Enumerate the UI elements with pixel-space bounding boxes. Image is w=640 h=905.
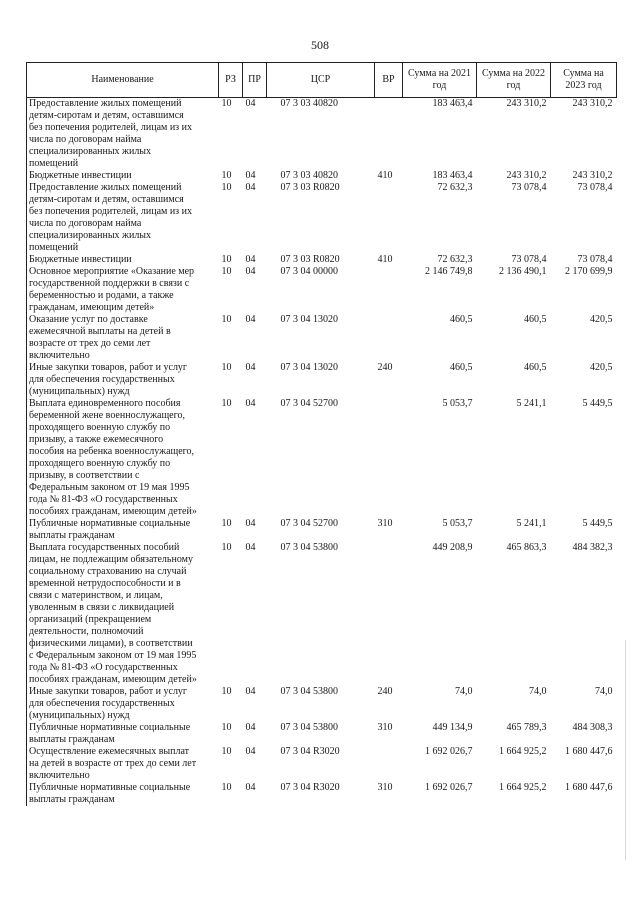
table-row bbox=[27, 182, 617, 254]
row-name-line: Бюджетные инвестиции bbox=[29, 254, 132, 265]
row-vr bbox=[375, 314, 403, 362]
row-csr: 07 3 04 R3020 bbox=[280, 746, 340, 757]
row-sum-2021: 449 208,9 bbox=[432, 542, 473, 553]
header-rz: РЗ bbox=[219, 63, 243, 98]
header-sum-2021: Сумма на 2021 год bbox=[403, 63, 477, 98]
table-row bbox=[27, 362, 617, 398]
row-sum-2021: 72 632,3 bbox=[437, 254, 473, 265]
row-sum-2022: 243 310,2 bbox=[506, 170, 547, 181]
row-rz: 10 bbox=[221, 398, 232, 409]
row-rz: 10 bbox=[221, 746, 232, 757]
row-name bbox=[27, 254, 219, 266]
row-vr bbox=[375, 746, 403, 782]
row-rz: 10 bbox=[221, 542, 232, 553]
row-vr: 240 bbox=[377, 686, 393, 697]
row-name-line: года № 81-ФЗ «О государственных bbox=[29, 662, 178, 673]
row-rz: 10 bbox=[221, 362, 232, 373]
budget-table bbox=[26, 62, 617, 806]
row-sum-2022: 460,5 bbox=[524, 362, 547, 373]
row-pr: 04 bbox=[245, 398, 256, 409]
row-sum-2021: 449 134,9 bbox=[432, 722, 473, 733]
row-name-line: государственной поддержки в связи с bbox=[29, 278, 190, 289]
row-csr: 07 3 04 52700 bbox=[280, 398, 338, 409]
table-row bbox=[27, 398, 617, 518]
row-name-line: (муниципальных) нужд bbox=[29, 386, 130, 397]
row-name-line: включительно bbox=[29, 350, 90, 361]
row-name bbox=[27, 722, 219, 746]
row-name bbox=[27, 686, 219, 722]
row-name bbox=[27, 98, 219, 171]
row-vr bbox=[375, 266, 403, 314]
row-sum-2021: 5 053,7 bbox=[442, 398, 473, 409]
row-name bbox=[27, 782, 219, 806]
table-row bbox=[27, 314, 617, 362]
row-name bbox=[27, 182, 219, 254]
row-name-line: Публичные нормативные социальные bbox=[29, 782, 191, 793]
row-name-line: Основное мероприятие «Оказание мер bbox=[29, 266, 195, 277]
row-sum-2023: 484 308,3 bbox=[572, 722, 613, 733]
table-row bbox=[27, 266, 617, 314]
header-csr: ЦСР bbox=[267, 63, 375, 98]
row-rz: 10 bbox=[221, 722, 232, 733]
row-sum-2023: 73 078,4 bbox=[577, 254, 613, 265]
row-csr: 07 3 04 R3020 bbox=[280, 782, 340, 793]
row-name-line: выплаты гражданам bbox=[29, 530, 115, 541]
row-name bbox=[27, 266, 219, 314]
row-vr bbox=[375, 182, 403, 254]
row-name-line: Публичные нормативные социальные bbox=[29, 518, 191, 529]
row-name-line: связи с материнством, и лицам, bbox=[29, 590, 163, 601]
header-sum-2023: Сумма на 2023 год bbox=[551, 63, 617, 98]
row-sum-2021: 1 692 026,7 bbox=[425, 782, 473, 793]
row-name-line: Предоставление жилых помещений bbox=[29, 98, 182, 109]
row-rz: 10 bbox=[221, 518, 232, 529]
header-name: Наименование bbox=[27, 63, 219, 98]
row-name-line: призыву, в соответствии с bbox=[29, 470, 140, 481]
row-name-line: пособиях гражданам, имеющим детей» bbox=[29, 674, 197, 685]
row-name-line: социальному страхованию на случай bbox=[29, 566, 187, 577]
row-name-line: выплаты гражданам bbox=[29, 794, 115, 805]
row-name-line: помещений bbox=[29, 158, 79, 169]
row-vr: 240 bbox=[377, 362, 393, 373]
table-row bbox=[27, 722, 617, 746]
row-name-line: выплаты гражданам bbox=[29, 734, 115, 745]
row-name-line: Выплата государственных пособий bbox=[29, 542, 180, 553]
row-name bbox=[27, 170, 219, 182]
row-pr: 04 bbox=[245, 722, 256, 733]
row-sum-2022: 460,5 bbox=[524, 314, 547, 325]
row-sum-2021: 183 463,4 bbox=[432, 98, 473, 109]
row-name-line: (муниципальных) нужд bbox=[29, 710, 130, 721]
row-name-line: беременной жене военнослужащего, bbox=[29, 410, 185, 421]
row-csr: 07 3 04 13020 bbox=[280, 362, 338, 373]
row-sum-2023: 1 680 447,6 bbox=[565, 746, 613, 757]
row-sum-2022: 73 078,4 bbox=[511, 254, 547, 265]
table-header-row bbox=[27, 63, 617, 98]
row-sum-2022: 5 241,1 bbox=[516, 398, 547, 409]
row-sum-2021: 460,5 bbox=[450, 314, 473, 325]
row-sum-2021: 1 692 026,7 bbox=[425, 746, 473, 757]
row-name-line: Иные закупки товаров, работ и услуг bbox=[29, 362, 188, 373]
row-name-line: проходящего военную службу по bbox=[29, 458, 171, 469]
row-csr: 07 3 04 53800 bbox=[280, 686, 338, 697]
row-name-line: без попечения родителей, лицам из их bbox=[29, 122, 192, 133]
row-csr: 07 3 04 00000 bbox=[280, 266, 338, 277]
row-sum-2023: 243 310,2 bbox=[572, 98, 613, 109]
table-row bbox=[27, 542, 617, 686]
row-name-line: Бюджетные инвестиции bbox=[29, 170, 132, 181]
row-sum-2023: 73 078,4 bbox=[577, 182, 613, 193]
row-name-line: Выплата единовременного пособия bbox=[29, 398, 181, 409]
row-name-line: уволенным в связи с ликвидацией bbox=[29, 602, 175, 613]
row-sum-2022: 74,0 bbox=[529, 686, 547, 697]
row-sum-2022: 465 789,3 bbox=[506, 722, 547, 733]
row-rz: 10 bbox=[221, 314, 232, 325]
row-sum-2023: 2 170 699,9 bbox=[565, 266, 613, 277]
row-rz: 10 bbox=[221, 170, 232, 181]
row-vr: 310 bbox=[377, 782, 393, 793]
row-csr: 07 3 03 R0820 bbox=[280, 182, 340, 193]
row-name-line: гражданам, имеющим детей» bbox=[29, 302, 155, 313]
row-csr: 07 3 04 53800 bbox=[280, 722, 338, 733]
header-pr: ПР bbox=[243, 63, 267, 98]
row-rz: 10 bbox=[221, 782, 232, 793]
row-sum-2022: 465 863,3 bbox=[506, 542, 547, 553]
row-csr: 07 3 03 40820 bbox=[280, 98, 338, 109]
table-row bbox=[27, 170, 617, 182]
row-name-line: Федеральным законом от 19 мая 1995 bbox=[29, 482, 190, 493]
row-pr: 04 bbox=[245, 746, 256, 757]
row-name-line: призыву, а также ежемесячного bbox=[29, 434, 164, 445]
row-name bbox=[27, 746, 219, 782]
row-name-line: проходящего военную службу по bbox=[29, 422, 171, 433]
row-vr: 410 bbox=[377, 254, 393, 265]
row-name-line: Публичные нормативные социальные bbox=[29, 722, 191, 733]
row-pr: 04 bbox=[245, 266, 256, 277]
row-sum-2022: 2 136 490,1 bbox=[499, 266, 547, 277]
row-sum-2021: 72 632,3 bbox=[437, 182, 473, 193]
row-rz: 10 bbox=[221, 182, 232, 193]
row-csr: 07 3 04 13020 bbox=[280, 314, 338, 325]
row-name-line: Оказание услуг по доставке bbox=[29, 314, 148, 325]
row-name-line: на детей в возрасте от трех до семи лет bbox=[29, 758, 197, 769]
scan-edge-mark bbox=[625, 640, 626, 860]
row-sum-2023: 420,5 bbox=[590, 362, 613, 373]
row-pr: 04 bbox=[245, 542, 256, 553]
row-sum-2022: 73 078,4 bbox=[511, 182, 547, 193]
row-name bbox=[27, 518, 219, 542]
table-row bbox=[27, 746, 617, 782]
row-name-line: Осуществление ежемесячных выплат bbox=[29, 746, 190, 757]
row-vr bbox=[375, 398, 403, 518]
row-pr: 04 bbox=[245, 254, 256, 265]
row-name-line: года № 81-ФЗ «О государственных bbox=[29, 494, 178, 505]
row-name-line: специализированных жилых bbox=[29, 230, 152, 241]
row-name-line: ежемесячной выплаты на детей в bbox=[29, 326, 171, 337]
row-sum-2023: 420,5 bbox=[590, 314, 613, 325]
row-sum-2023: 74,0 bbox=[595, 686, 613, 697]
row-pr: 04 bbox=[245, 518, 256, 529]
row-csr: 07 3 04 53800 bbox=[280, 542, 338, 553]
row-sum-2023: 484 382,3 bbox=[572, 542, 613, 553]
header-vr: ВР bbox=[375, 63, 403, 98]
table-row bbox=[27, 782, 617, 806]
row-csr: 07 3 03 40820 bbox=[280, 170, 338, 181]
row-name-line: для обеспечения государственных bbox=[29, 698, 175, 709]
row-vr: 410 bbox=[377, 170, 393, 181]
row-pr: 04 bbox=[245, 314, 256, 325]
row-sum-2021: 460,5 bbox=[450, 362, 473, 373]
row-sum-2022: 5 241,1 bbox=[516, 518, 547, 529]
row-vr: 310 bbox=[377, 518, 393, 529]
row-sum-2021: 2 146 749,8 bbox=[425, 266, 473, 277]
row-sum-2021: 74,0 bbox=[455, 686, 473, 697]
row-name-line: помещений bbox=[29, 242, 79, 253]
row-csr: 07 3 03 R0820 bbox=[280, 254, 340, 265]
row-pr: 04 bbox=[245, 782, 256, 793]
row-name bbox=[27, 362, 219, 398]
row-name-line: числа по договорам найма bbox=[29, 218, 142, 229]
table-row bbox=[27, 98, 617, 171]
row-pr: 04 bbox=[245, 182, 256, 193]
row-pr: 04 bbox=[245, 170, 256, 181]
row-name-line: Предоставление жилых помещений bbox=[29, 182, 182, 193]
row-sum-2022: 1 664 925,2 bbox=[499, 746, 547, 757]
row-vr bbox=[375, 542, 403, 686]
row-name bbox=[27, 314, 219, 362]
row-name-line: специализированных жилых bbox=[29, 146, 152, 157]
row-sum-2023: 5 449,5 bbox=[582, 398, 613, 409]
row-sum-2023: 1 680 447,6 bbox=[565, 782, 613, 793]
row-rz: 10 bbox=[221, 254, 232, 265]
row-name-line: без попечения родителей, лицам из их bbox=[29, 206, 192, 217]
row-pr: 04 bbox=[245, 686, 256, 697]
row-name-line: числа по договорам найма bbox=[29, 134, 142, 145]
row-rz: 10 bbox=[221, 686, 232, 697]
row-name-line: возрасте от трех до семи лет bbox=[29, 338, 151, 349]
row-vr bbox=[375, 98, 403, 171]
row-name-line: включительно bbox=[29, 770, 90, 781]
table-row bbox=[27, 518, 617, 542]
page-number: 508 bbox=[311, 38, 329, 52]
row-name-line: детям-сиротам и детям, оставшимся bbox=[29, 194, 184, 205]
row-pr: 04 bbox=[245, 98, 256, 109]
row-name-line: пособия на ребенка военнослужащего, bbox=[29, 446, 194, 457]
row-sum-2022: 1 664 925,2 bbox=[499, 782, 547, 793]
row-csr: 07 3 04 52700 bbox=[280, 518, 338, 529]
row-name-line: физическими лицами), в соответствии bbox=[29, 638, 193, 649]
row-vr: 310 bbox=[377, 722, 393, 733]
row-name-line: детям-сиротам и детям, оставшимся bbox=[29, 110, 184, 121]
row-name-line: организаций (прекращением bbox=[29, 614, 152, 625]
row-name-line: пособиях гражданам, имеющим детей» bbox=[29, 506, 197, 517]
row-rz: 10 bbox=[221, 266, 232, 277]
header-sum-2022: Сумма на 2022 год bbox=[477, 63, 551, 98]
row-sum-2021: 183 463,4 bbox=[432, 170, 473, 181]
row-name-line: для обеспечения государственных bbox=[29, 374, 175, 385]
row-name-line: лицам, не подлежащим обязательному bbox=[29, 554, 193, 565]
row-sum-2023: 5 449,5 bbox=[582, 518, 613, 529]
table-row bbox=[27, 254, 617, 266]
table-row bbox=[27, 686, 617, 722]
row-name bbox=[27, 542, 219, 686]
row-name-line: временной нетрудоспособности и в bbox=[29, 578, 181, 589]
row-pr: 04 bbox=[245, 362, 256, 373]
row-sum-2021: 5 053,7 bbox=[442, 518, 473, 529]
row-name-line: деятельности, полномочий bbox=[29, 626, 144, 637]
row-name-line: беременностью и родами, а также bbox=[29, 290, 174, 301]
table-body bbox=[27, 98, 617, 807]
row-sum-2022: 243 310,2 bbox=[506, 98, 547, 109]
row-sum-2023: 243 310,2 bbox=[572, 170, 613, 181]
row-rz: 10 bbox=[221, 98, 232, 109]
row-name bbox=[27, 398, 219, 518]
row-name-line: с Федеральным законом от 19 мая 1995 bbox=[29, 650, 197, 661]
row-name-line: Иные закупки товаров, работ и услуг bbox=[29, 686, 188, 697]
